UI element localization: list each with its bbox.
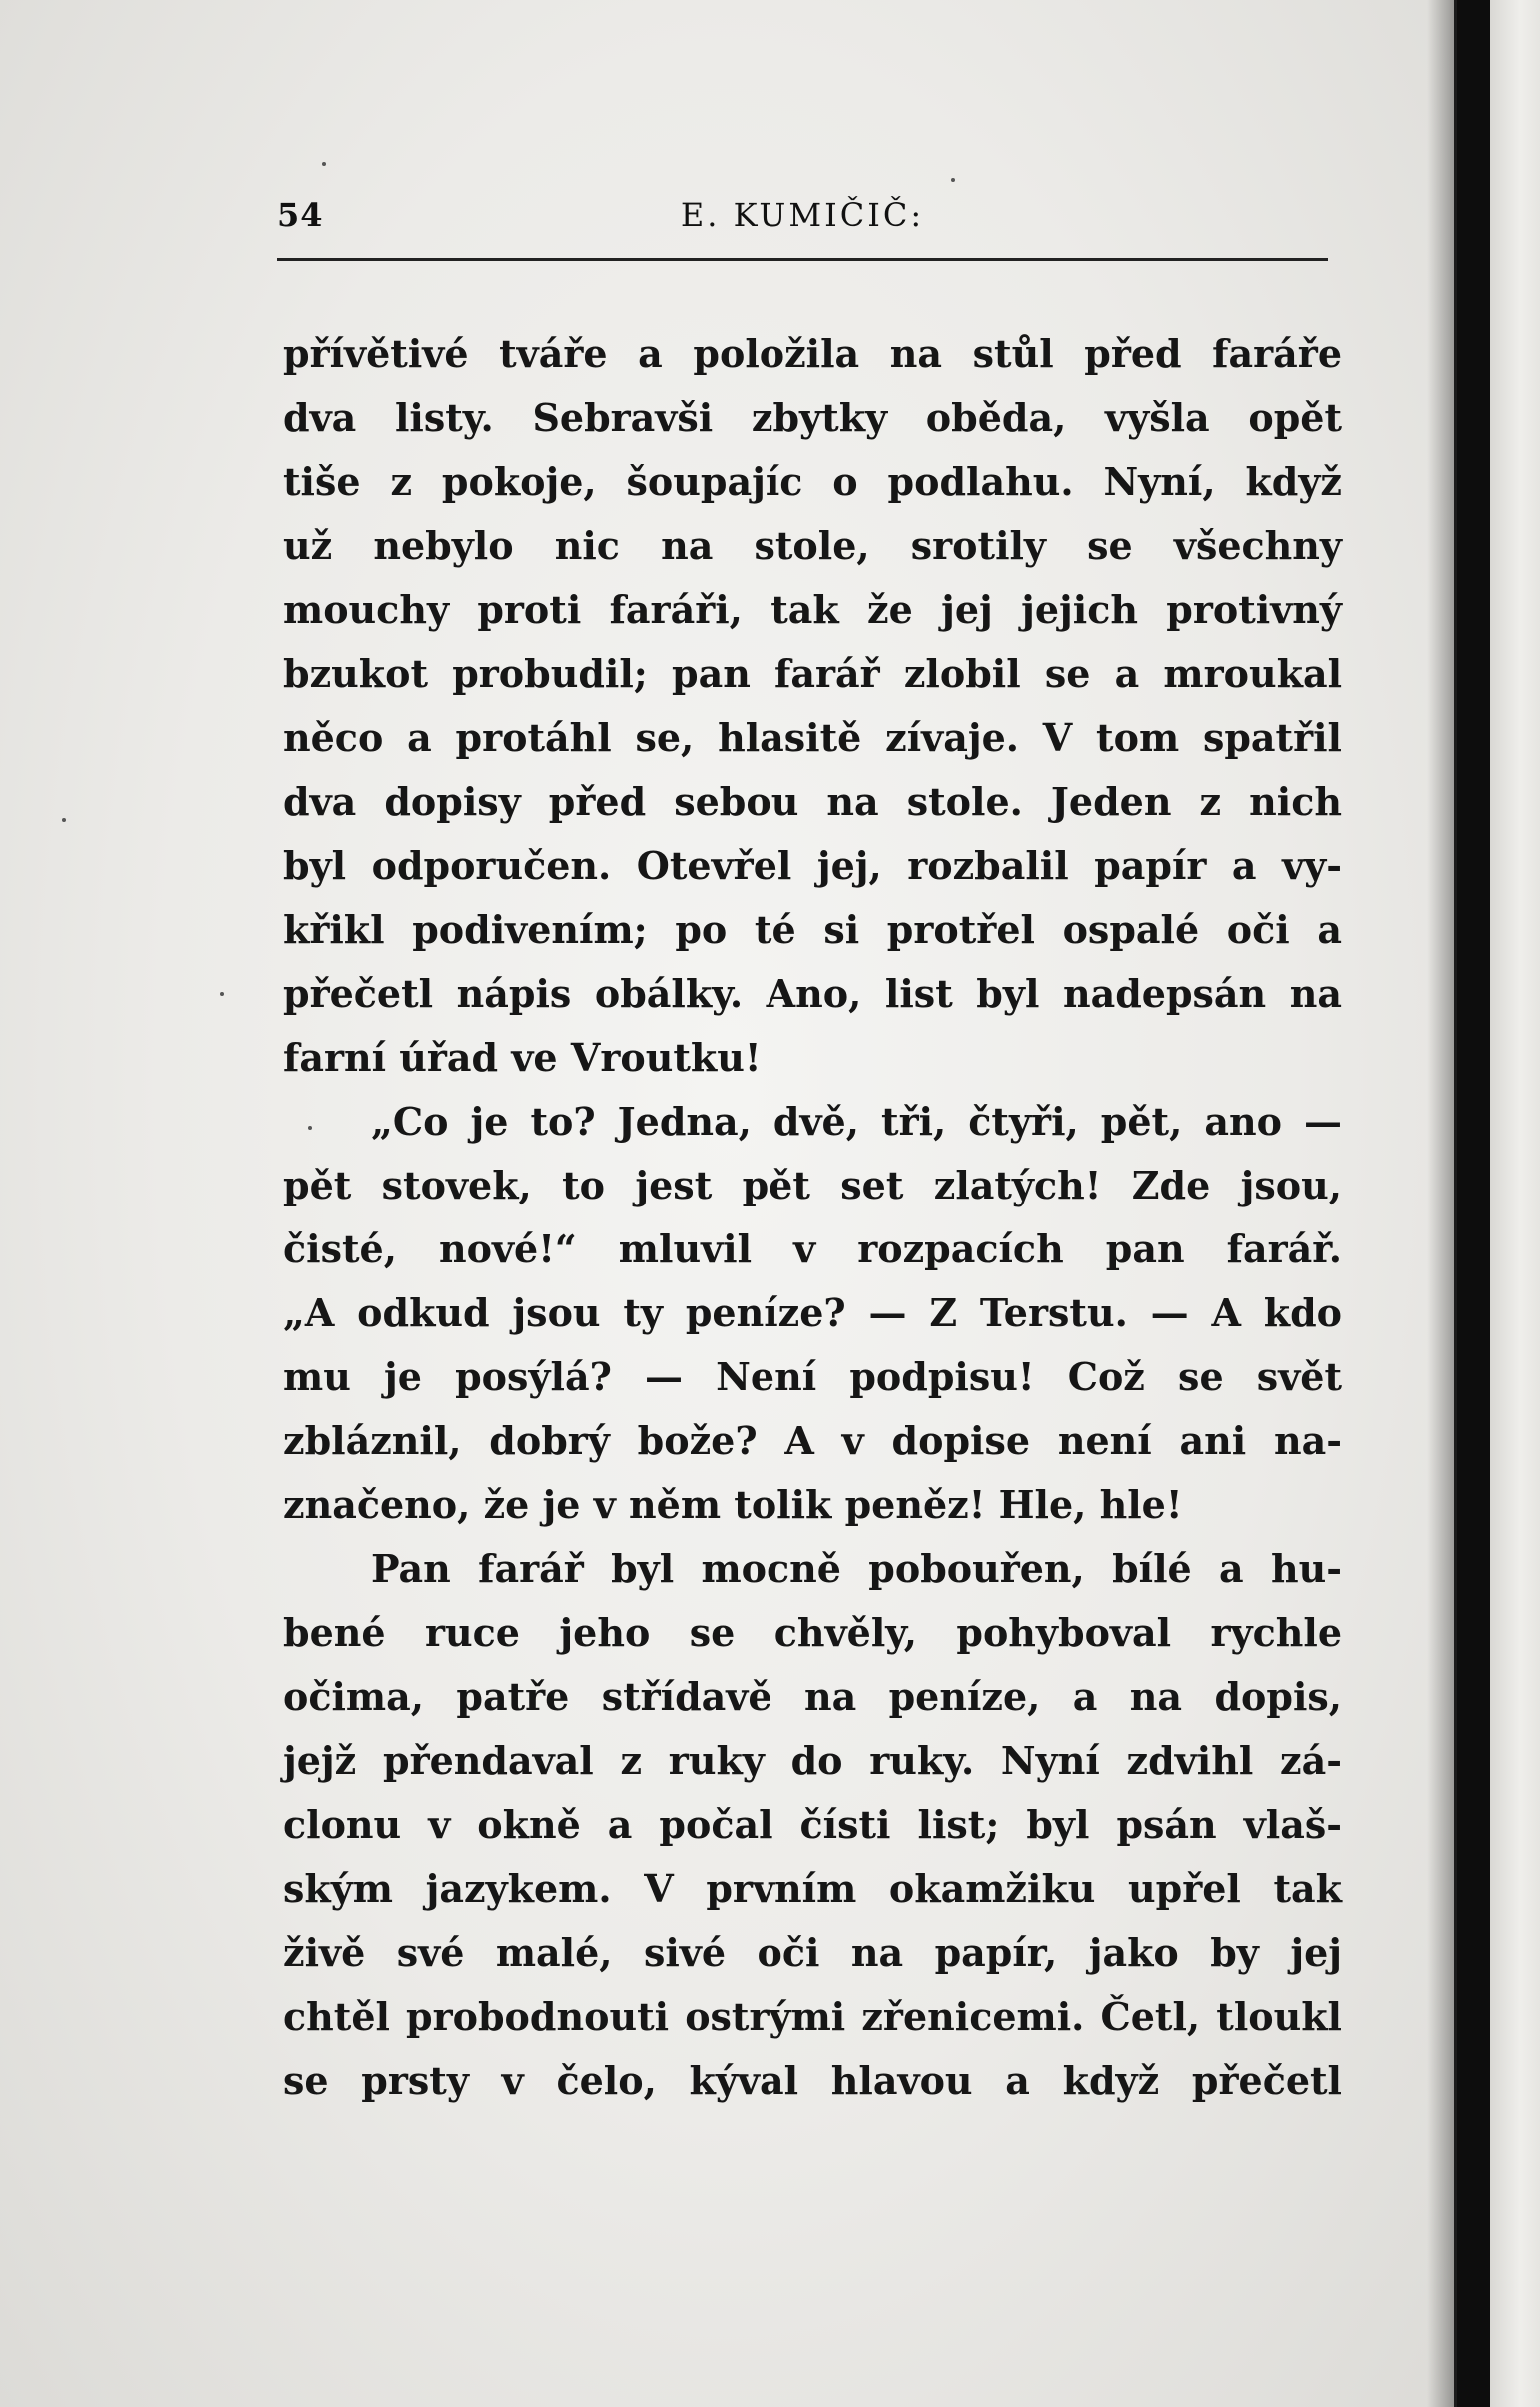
text-line: dva dopisy před sebou na stole. Jeden z nich — [283, 779, 1342, 824]
text-line: přečetl nápis obálky. Ano, list byl nadepsán na — [283, 971, 1342, 1016]
header-rule — [277, 258, 1328, 261]
paper-speck — [220, 992, 224, 996]
spine-shadow — [1427, 0, 1454, 2407]
text-line: jejž přendaval z ruky do ruky. Nyní zdvihl zá- — [283, 1738, 1342, 1783]
body-text — [283, 322, 1342, 2113]
text-line: tiše z pokoje, šoupajíc o podlahu. Nyní, když — [283, 459, 1342, 504]
text-line: pět stovek, to jest pět set zlatých! Zde jsou, — [283, 1163, 1342, 1207]
text-line: se prsty v čelo, kýval hlavou a když přečetl — [283, 2058, 1342, 2103]
text-line: čisté, nové!“ mluvil v rozpacích pan farář. — [283, 1226, 1342, 1271]
page-number: 54 — [277, 196, 324, 234]
text-line: bené ruce jeho se chvěly, pohyboval rychle — [283, 1610, 1342, 1655]
paper-speck — [322, 162, 326, 166]
text-line: mu je posýlá? — Není podpisu! Což se svět — [283, 1354, 1342, 1399]
text-line: přívětivé tváře a položila na stůl před faráře — [283, 331, 1342, 376]
text-line: bzukot probudil; pan farář zlobil se a mroukal — [283, 651, 1342, 696]
text-line: dva listy. Sebravši zbytky oběda, vyšla opět — [283, 395, 1342, 440]
text-line: ským jazykem. V prvním okamžiku upřel tak — [283, 1866, 1342, 1911]
text-line: „Co je to? Jedna, dvě, tři, čtyři, pět, ano — — [371, 1099, 1342, 1144]
paper-speck — [308, 1126, 312, 1130]
page-edge — [1457, 0, 1490, 2407]
text-line: mouchy proti faráři, tak že jej jejich protivný — [283, 587, 1342, 632]
text-line: chtěl probodnouti ostrými zřenicemi. Četl, tloukl — [283, 1994, 1342, 2039]
text-line: už nebylo nic na stole, srotily se všechny — [283, 523, 1342, 568]
paper-speck — [951, 178, 955, 182]
text-line: živě své malé, sivé oči na papír, jako by jej — [283, 1930, 1342, 1975]
text-line: farní úřad ve Vroutku! — [283, 1035, 762, 1080]
paper-speck — [62, 818, 66, 822]
adjacent-page-edge — [1490, 0, 1540, 2407]
text-line: něco a protáhl se, hlasitě zívaje. V tom spatřil — [283, 715, 1342, 760]
text-line: křikl podivením; po té si protřel ospalé oči a — [283, 907, 1342, 952]
text-line: Pan farář byl mocně pobouřen, bílé a hu- — [371, 1546, 1342, 1591]
text-line: značeno, že je v něm tolik peněz! Hle, hle! — [283, 1482, 1183, 1527]
text-line: „A odkud jsou ty peníze? — Z Terstu. — A kdo — [283, 1290, 1342, 1335]
text-line: clonu v okně a počal čísti list; byl psán vlaš- — [283, 1802, 1342, 1847]
text-line: byl odporučen. Otevřel jej, rozbalil papír a vy- — [283, 843, 1342, 888]
running-title: E. KUMIČIČ: — [680, 196, 925, 234]
text-line: zbláznil, dobrý bože? A v dopise není ani na- — [283, 1418, 1342, 1463]
running-head — [277, 196, 1328, 252]
text-line: očima, patře střídavě na peníze, a na dopis, — [283, 1674, 1342, 1719]
